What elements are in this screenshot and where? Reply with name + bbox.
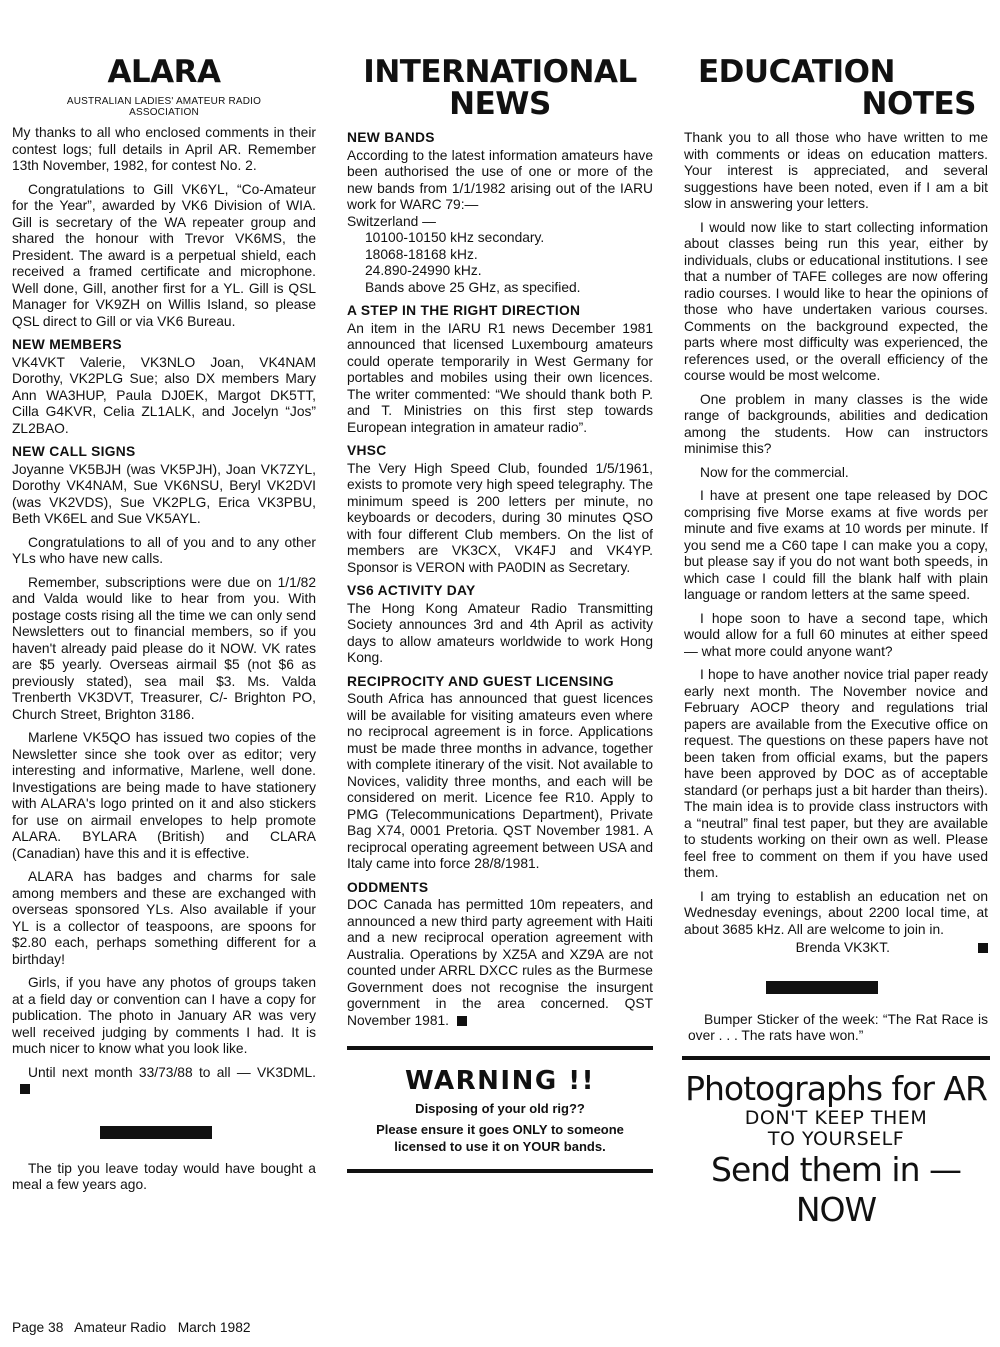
- section-heading: ODDMENTS: [347, 879, 429, 895]
- tip-text: The tip you leave today would have bought a meal a few years ago.: [12, 1160, 316, 1192]
- page-number: Page 38: [12, 1320, 64, 1335]
- photographs-headline: Photographs for AR: [685, 1068, 987, 1108]
- section-heading: A STEP IN THE RIGHT DIRECTION: [347, 303, 581, 318]
- alara-paragraph: ALARA has badges and charms for sale among members and these are exchanged with overseas sponsored YLs. Also available if your YL is a collector of teaspoons, are spoons for $2.80 each, perhaps something different for a birthday!: [12, 869, 316, 967]
- divider: [347, 1169, 653, 1173]
- band-list: [347, 230, 653, 296]
- warning-line1: Disposing of your old rig??: [415, 1101, 585, 1116]
- international-news-column: [347, 0, 653, 1173]
- alara-signoff: [12, 1065, 316, 1098]
- photographs-call-to-action: Send them in — NOW: [711, 1149, 961, 1229]
- photographs-line2: DON'T KEEP THEM: [744, 1106, 928, 1129]
- page-footer: [12, 1320, 251, 1336]
- band-line: 24.890-24990 kHz.: [365, 263, 482, 278]
- bumper-sticker-text: Bumper Sticker of the week: “The Rat Race is over . . . The rats have won.”: [688, 1011, 988, 1043]
- alara-paragraph: Congratulations to all of you and to any other YLs who have new calls.: [12, 534, 316, 566]
- section-heading: VS6 ACTIVITY DAY: [347, 583, 476, 598]
- warning-box: [347, 1066, 653, 1155]
- band-line: Bands above 25 GHz, as specified.: [365, 279, 581, 295]
- alara-paragraph: My thanks to all who enclosed comments in their contest logs; full details in April AR. Remember 13th November, 1982, for contest No. 2.: [12, 125, 316, 173]
- news-paragraph: According to the latest information amateurs have been authorised the use of one or more of the new bands from 1/1/1982 arising out of the IARU work for WARC 79:—: [347, 147, 653, 212]
- alara-paragraph: Congratulations to Gill VK6YL, “Co-Amateur for the Year”, awarded by VK6 Division of WIA. Gill is secretary of the WA repeater group and shared the honour with Trevor VK6MS, the President. The award is a perpetual shield, each received a framed certificate and microphone. Well done, Gill, another first for a YL. Gill is QSL Manager for VK9ZH on Willis Island, so please QSL direct to Gill or via VK6 Bureau.: [12, 181, 316, 329]
- education-paragraph: One problem in many classes is the wide range of backgrounds, abilities and dedication among the students. How can instructors minimise this?: [684, 391, 988, 456]
- news-title-line1: INTERNATIONAL: [363, 54, 637, 90]
- section-heading: NEW CALL SIGNS: [12, 444, 136, 459]
- education-paragraph: I am trying to establish an education net on Wednesday evenings, about 2200 local time, at about 3685 kHz. All are welcome to join in.: [684, 888, 988, 937]
- section-heading: NEW BANDS: [347, 130, 435, 145]
- band-line: 10100-10150 kHz secondary.: [365, 230, 545, 245]
- alara-paragraph: Marlene VK5QO has issued two copies of the Newsletter since she took over as editor; very interesting and informative, Marlene, well done. Investigations are being made to have stationery with ALARA's logo printed on it and also stickers for use on airmail envelopes to help promote ALARA. BYLARA (British) and CLARA (Canadian) have this and it is effective.: [12, 730, 316, 861]
- magazine-name: Amateur Radio: [74, 1320, 167, 1335]
- education-paragraph: I hope to have another novice trial paper ready early next month. The November novice and February AOCP theory and regulations trial papers are available from the Executive office on request. The questions on these papers have not been taken from official exams, but the papers have been approved by DOC as of acceptable standard (or perhaps just a bit harder than theirs). The main idea is to provide class instructors with a “neutral” final test paper, but they are available to students working on their own as well. Please feel free to comment on them if you have used them.: [684, 667, 988, 880]
- education-paragraph: I hope soon to have a second tape, which would allow for a full 60 minutes at either speed — what more could anyone want?: [684, 610, 988, 659]
- warning-title: WARNING !!: [405, 1066, 595, 1096]
- education-paragraph: Now for the commercial.: [700, 464, 849, 480]
- photographs-ad: [684, 1070, 988, 1230]
- news-paragraph: [347, 897, 653, 1029]
- news-paragraph: South Africa has announced that guest licences will be available for visiting amateurs even where no reciprocal agreement is in force. Applications must be made three months in advance, together with complete itinerary of the visit. Not available to Novices, validity three months, and each will be considered on merit. Licence fee R10. Apply to PMG (Telecommunications Department), Private Bag X74, 0001 Pretoria. QST November 1981. A reciprocal operating agreement between USA and Italy came into force 28/8/1981.: [347, 691, 653, 871]
- warning-line2: Please ensure it goes ONLY to someone licensed to use it on YOUR bands.: [376, 1122, 624, 1154]
- news-title-line2: NEWS: [449, 86, 551, 122]
- end-mark-icon: [978, 943, 988, 953]
- section-heading: NEW MEMBERS: [12, 337, 122, 352]
- decorative-bar: [100, 1126, 212, 1139]
- education-title-line2: NOTES: [861, 86, 976, 122]
- band-line: 18068-18168 kHz.: [365, 246, 478, 262]
- alara-column: [12, 0, 316, 1201]
- alara-title: ALARA: [107, 54, 221, 90]
- end-mark-icon: [457, 1016, 467, 1026]
- education-title-line1: EDUCATION: [698, 54, 895, 90]
- section-heading: RECIPROCITY AND GUEST LICENSING: [347, 673, 614, 689]
- news-paragraph: The Hong Kong Amateur Radio Transmitting Society announces 3rd and 4th April as activity days to allow amateurs worldwide to work Hong Kong.: [347, 600, 653, 665]
- alara-subtitle: AUSTRALIAN LADIES' AMATEUR RADIO ASSOCIATION: [66, 96, 262, 118]
- decorative-bar: [766, 981, 878, 994]
- education-paragraph: Thank you to all those who have written to me with comments or ideas on education matters. Your interest is appreciated, and several suggestions have been noted, even if I am a bit slow in answering your letters.: [684, 130, 988, 211]
- oddments-text: DOC Canada has permitted 10m repeaters, and announced a new third party agreement with Haiti and a new reciprocal operation agreement with Australia. Operations by XZ5A and XZ9A are not counted under ARRL DXCC rules as the Burmese Government does not recognise the insurgent government in the area concerned. QST November 1981.: [347, 897, 653, 1028]
- photographs-line3: TO YOURSELF: [767, 1127, 905, 1150]
- education-notes-column: [684, 0, 988, 1230]
- news-paragraph: The Very High Speed Club, founded 1/5/1961, exists to promote very high speed telegraphy. The minimum speed is 200 letters per minute, no keyboards or decoders, during 30 minutes QSO with four different Club members. On the list of members are VK3CX, VK4FJ and VK4YP. Sponsor is VERON with PA0DIN as Secretary.: [347, 460, 653, 575]
- alara-signoff-text: Until next month 33/73/88 to all — VK3DML.: [28, 1064, 316, 1080]
- alara-paragraph: Joyanne VK5BJH (was VK5PJH), Joan VK7ZYL, Dorothy VK4NAM, Sue VK6NSU, Beryl VK2DVI (was VK2VDS), Sue VK2PLG, Erica VK3PBU, Beth VK6EL and Sue VK5AYL.: [12, 461, 316, 526]
- education-signature: [684, 940, 988, 957]
- section-heading: VHSC: [347, 443, 387, 458]
- switzerland-label: Switzerland —: [347, 213, 436, 229]
- alara-paragraph: VK4VKT Valerie, VK3NLO Joan, VK4NAM Dorothy, VK2PLG Sue; also DX members Mary Ann WA3HUP, Paula DJ0EK, Margot DK5TT, Cilla G4KVR, Celia ZL1ALK, and Jocelyn “Jos” ZL2BAO.: [12, 354, 316, 436]
- end-mark-icon: [20, 1084, 30, 1094]
- education-paragraph: I have at present one tape released by DOC comprising five Morse exams at five words per minute and five exams at 10 words per minute. If you send me a C60 tape I can make you a copy, but please say if you do not want both speeds, in which case I could fill the blank half with plain language or random letters at the same speed.: [684, 488, 988, 602]
- education-paragraph: I would now like to start collecting information about classes being run this year, either by individuals, clubs or educational institutions. I see that a number of TAFE colleges are now offering radio courses. I would like to hear the opinions of those who have undertaken various courses. Comments on the background expected, the parts where most difficulty was experienced, the references used, or the overall efficiency of the course would be most welcome.: [684, 219, 988, 383]
- signature-text: Brenda VK3KT.: [795, 940, 890, 955]
- alara-paragraph: Remember, subscriptions were due on 1/1/82 and Valda would like to hear from you. With postage costs rising all the time we can only send Newsletters out to financial members, so if you haven't already paid please do it NOW. VK rates are $5 yearly. Overseas airmail $5 (not $6 as previously stated), sea mail $3. Ms. Valda Trenberth VK3DVT, Treasurer, C/- Brighton PO, Church Street, Brighton 3186.: [12, 574, 316, 722]
- issue-date: March 1982: [177, 1320, 251, 1335]
- news-paragraph: An item in the IARU R1 news December 1981 announced that licensed Luxembourg amateurs could operate temporarily in West Germany for portables and mobiles using their own licences. The writer commented: “We should thank both P. and T. Ministries on this first step towards European integration in amateur radio”.: [347, 320, 653, 435]
- alara-paragraph: Girls, if you have any photos of groups taken at a field day or convention can I have a copy for publication. The photo in January AR was very well received judging by comments I had. It is much nicer to know what you look like.: [12, 975, 316, 1056]
